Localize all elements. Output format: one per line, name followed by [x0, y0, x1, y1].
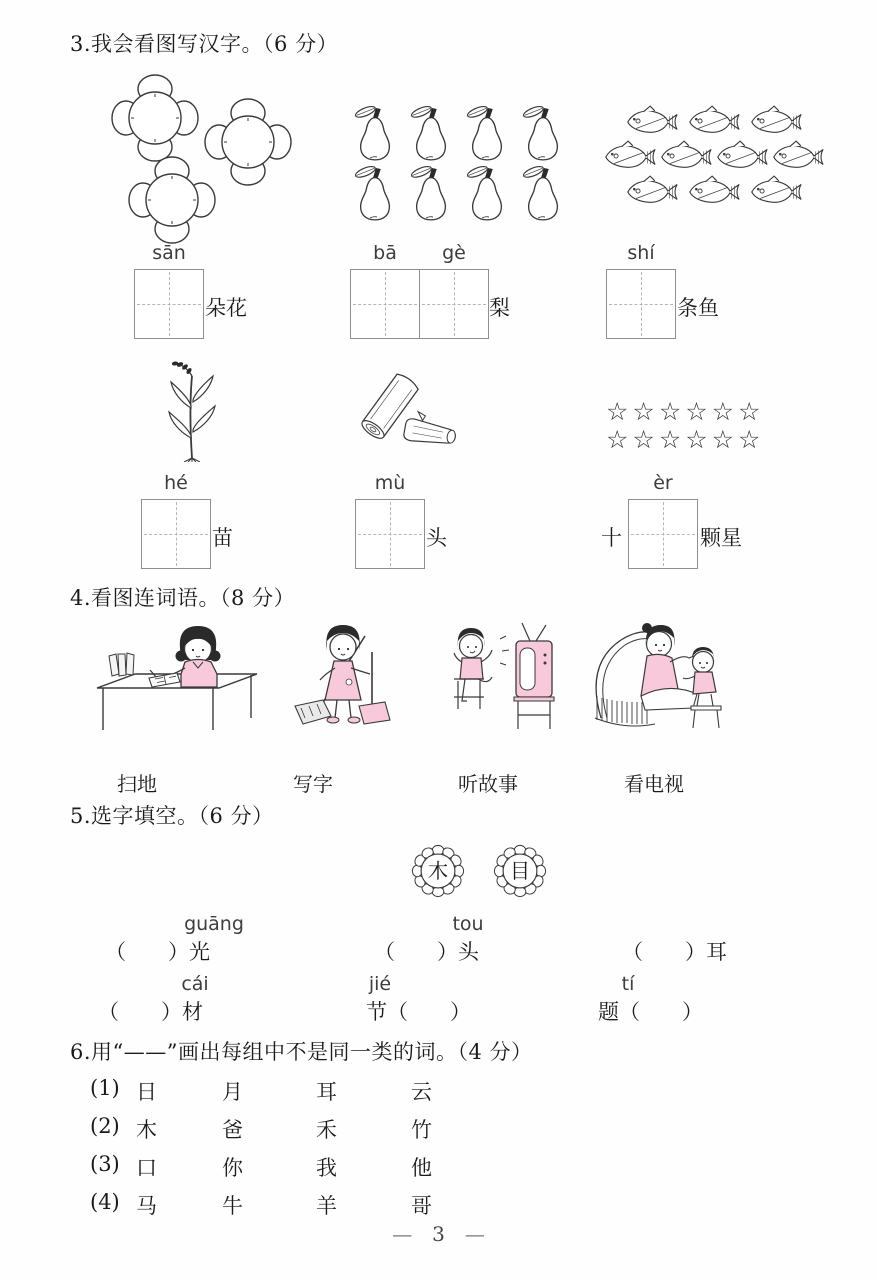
q6-title: 6.用“——”画出每组中不是同一类的词。（4 分）	[70, 1040, 533, 1064]
pinyin-mu: mù	[374, 472, 406, 494]
choice-char-mu-wood: 木	[427, 859, 449, 884]
q6-word[interactable]: 耳	[316, 1080, 337, 1104]
q6-row-2	[90, 1114, 432, 1144]
writing-box[interactable]	[134, 269, 204, 339]
flowers-illustration	[95, 72, 305, 248]
fish-icon	[659, 139, 713, 174]
fish-icon	[625, 104, 679, 139]
flower-badge-icon	[410, 843, 466, 899]
pinyin-ge: gè	[442, 242, 466, 264]
blank-guang[interactable]: （ ）光	[105, 940, 210, 964]
scene-sweeping-floor	[277, 618, 412, 738]
page-footer	[0, 1222, 877, 1246]
pear-icon	[351, 103, 399, 163]
sweeping-floor-icon	[277, 618, 412, 734]
q6-word[interactable]: 我	[316, 1156, 337, 1180]
watching-tv-icon	[438, 617, 563, 735]
flower-icon	[126, 154, 218, 246]
fish-icon	[749, 104, 803, 139]
fish-icon	[603, 139, 657, 174]
q4-title: 4.看图连词语。（8 分）	[70, 586, 296, 610]
q6-word[interactable]: 云	[411, 1080, 432, 1104]
q6-word[interactable]: 羊	[316, 1194, 337, 1218]
q5-title: 5.选字填空。（6 分）	[70, 804, 274, 828]
pear-icon	[407, 163, 455, 223]
choice-char-mu-eye: 目	[509, 859, 531, 884]
writing-at-desk-icon	[85, 616, 270, 736]
pear-icon	[519, 163, 567, 223]
scene-writing-at-desk	[85, 616, 270, 740]
scene-listening-to-story	[585, 616, 745, 740]
writing-box[interactable]	[628, 499, 698, 569]
fish-illustration	[600, 104, 828, 209]
q6-word[interactable]: 日	[136, 1080, 157, 1104]
star-icon-row: ☆☆☆☆☆☆	[606, 397, 765, 426]
writing-box[interactable]	[355, 499, 425, 569]
pinyin-cai: cái	[181, 973, 209, 995]
page-number: 3	[432, 1222, 445, 1246]
q6-row-3	[90, 1152, 432, 1182]
rice-seedling-icon	[146, 358, 234, 462]
q3-suffix-kexing: 颗星	[700, 526, 742, 550]
q4-word-saodi: 扫地	[117, 772, 157, 796]
writing-box[interactable]	[419, 269, 489, 339]
fish-icon	[715, 139, 769, 174]
logs-illustration	[342, 370, 464, 466]
q6-word[interactable]: 爸	[222, 1118, 243, 1142]
q3-title: 3.我会看图写汉字。（6 分）	[70, 32, 339, 56]
pinyin-ba: bā	[373, 242, 397, 264]
blank-ti[interactable]: 题（ ）	[598, 1000, 703, 1024]
choice-badge-mu-wood	[410, 843, 466, 903]
q6-word[interactable]: 木	[136, 1118, 157, 1142]
pinyin-er: èr	[653, 472, 673, 494]
q6-row-1	[90, 1076, 432, 1106]
scene-watching-tv	[438, 617, 563, 739]
fish-icon	[625, 174, 679, 209]
blank-jie[interactable]: 节（ ）	[366, 1000, 471, 1024]
q4-word-tinggushi: 听故事	[458, 772, 518, 796]
seedling-illustration	[146, 358, 234, 466]
wood-logs-icon	[342, 370, 464, 462]
pinyin-tou: tou	[452, 913, 484, 935]
pinyin-shi: shí	[627, 242, 655, 264]
footer-left-dash: —	[392, 1222, 413, 1246]
q6-row-label: (4)	[90, 1190, 120, 1214]
choice-badge-mu-eye	[492, 843, 548, 903]
pinyin-san: sān	[152, 242, 186, 264]
blank-tou[interactable]: （ ）头	[374, 940, 479, 964]
fish-icon	[687, 174, 741, 209]
q3-prefix-shi: 十	[601, 526, 622, 550]
q3-suffix-miao: 苗	[212, 526, 233, 550]
star-icon-row: ☆☆☆☆☆☆	[606, 425, 765, 454]
pinyin-he: hé	[164, 472, 188, 494]
q3-suffix-tou: 头	[426, 526, 447, 550]
q6-row-label: (1)	[90, 1076, 120, 1100]
q6-word[interactable]: 你	[222, 1156, 243, 1180]
writing-box[interactable]	[141, 499, 211, 569]
q3-suffix-duohua: 朵花	[205, 296, 247, 320]
pear-icon	[407, 103, 455, 163]
pear-icon	[519, 103, 567, 163]
q6-row-label: (3)	[90, 1152, 120, 1176]
blank-cai[interactable]: （ ）材	[98, 1000, 203, 1024]
pinyin-ti: tí	[621, 973, 635, 995]
footer-right-dash: —	[464, 1222, 485, 1246]
q6-row-4	[90, 1190, 432, 1220]
pinyin-guang: guāng	[184, 913, 244, 935]
q6-word[interactable]: 口	[136, 1156, 157, 1180]
q3-suffix-tiaoyu: 条鱼	[677, 296, 719, 320]
pear-icon	[351, 163, 399, 223]
flower-badge-icon	[492, 843, 548, 899]
pear-icon	[463, 163, 511, 223]
writing-box[interactable]	[606, 269, 676, 339]
q6-word[interactable]: 竹	[411, 1118, 432, 1142]
fish-icon	[687, 104, 741, 139]
q3-suffix-li: 梨	[489, 296, 510, 320]
pears-illustration	[350, 103, 568, 223]
writing-box[interactable]	[350, 269, 420, 339]
q6-word[interactable]: 哥	[411, 1194, 432, 1218]
fish-icon	[749, 174, 803, 209]
q6-word[interactable]: 牛	[222, 1194, 243, 1218]
q6-word[interactable]: 月	[222, 1080, 243, 1104]
q6-word[interactable]: 禾	[316, 1118, 337, 1142]
q4-word-xiezi: 写字	[293, 772, 333, 796]
pinyin-jie: jié	[368, 973, 392, 995]
flower-icon	[109, 72, 201, 164]
q6-row-label: (2)	[90, 1114, 120, 1138]
blank-er[interactable]: （ ）耳	[622, 940, 727, 964]
q6-word[interactable]: 他	[411, 1156, 432, 1180]
listening-to-story-icon	[585, 616, 745, 736]
stars-illustration	[606, 397, 765, 454]
fish-icon	[771, 139, 825, 174]
q6-word[interactable]: 马	[136, 1194, 157, 1218]
pear-icon	[463, 103, 511, 163]
q4-word-kandianshi: 看电视	[624, 772, 684, 796]
